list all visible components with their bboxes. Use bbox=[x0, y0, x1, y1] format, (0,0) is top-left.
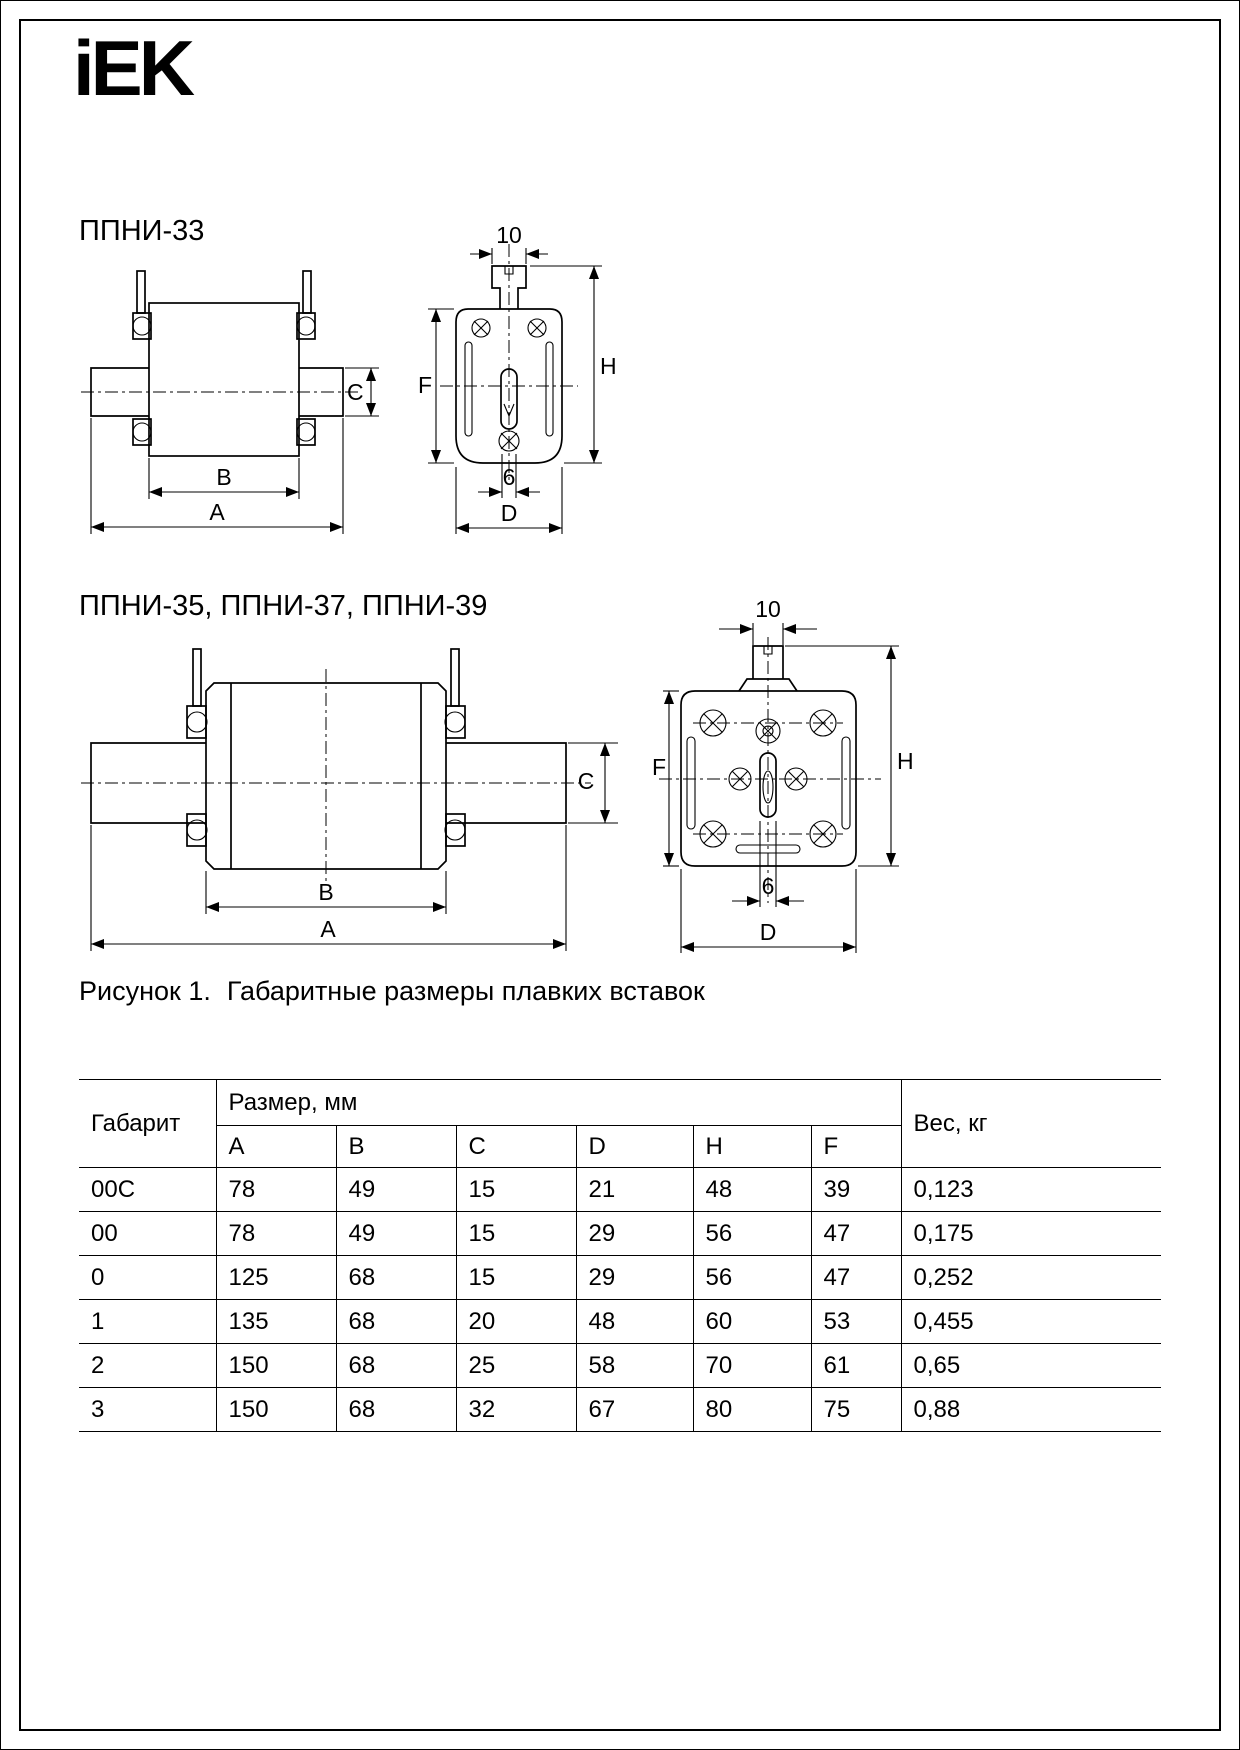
dim-label-d: D bbox=[500, 500, 518, 526]
dim-label-b: B bbox=[318, 879, 334, 905]
cell-a: 78 bbox=[216, 1168, 336, 1212]
dimension-h bbox=[785, 646, 914, 866]
col-header-c: C bbox=[456, 1126, 576, 1168]
rivet-hole bbox=[187, 712, 207, 732]
cell-a: 125 bbox=[216, 1256, 336, 1300]
cell-weight: 0,123 bbox=[901, 1168, 1161, 1212]
dim-label-d: D bbox=[759, 919, 777, 945]
cell-gabarit: 0 bbox=[79, 1256, 216, 1300]
dim-label-c: C bbox=[347, 379, 364, 405]
cell-f: 39 bbox=[811, 1168, 901, 1212]
drawing-ppni35-front-view bbox=[651, 601, 916, 961]
cell-h: 56 bbox=[693, 1212, 811, 1256]
cell-b: 49 bbox=[336, 1212, 456, 1256]
cell-d: 67 bbox=[576, 1388, 693, 1432]
dim-label-a: A bbox=[209, 499, 225, 525]
cell-f: 75 bbox=[811, 1388, 901, 1432]
fuse-outline bbox=[91, 649, 566, 869]
cell-a: 78 bbox=[216, 1212, 336, 1256]
col-header-h: H bbox=[693, 1126, 811, 1168]
table-row bbox=[79, 1388, 1161, 1432]
dim-label-10: 10 bbox=[496, 226, 522, 248]
table-row bbox=[79, 1300, 1161, 1344]
drawing-ppni33-side-view bbox=[81, 259, 381, 544]
table-row bbox=[79, 1212, 1161, 1256]
col-header-weight-kg: Вес, кг bbox=[901, 1080, 1161, 1168]
section-title-ppni-33: ППНИ-33 bbox=[79, 215, 205, 247]
dim-label-c: C bbox=[577, 768, 595, 794]
table-header-row-1 bbox=[79, 1080, 1161, 1126]
figure-caption-number: Рисунок 1. bbox=[79, 976, 211, 1006]
dimension-b bbox=[149, 458, 299, 499]
cell-gabarit: 00C bbox=[79, 1168, 216, 1212]
cell-f: 47 bbox=[811, 1256, 901, 1300]
cell-c: 25 bbox=[456, 1344, 576, 1388]
cell-h: 70 bbox=[693, 1344, 811, 1388]
fuse-outline bbox=[91, 271, 343, 456]
cell-f: 53 bbox=[811, 1300, 901, 1344]
centerlines bbox=[659, 637, 881, 903]
cell-weight: 0,252 bbox=[901, 1256, 1161, 1300]
dimension-10 bbox=[470, 226, 548, 264]
col-header-b: B bbox=[336, 1126, 456, 1168]
cell-h: 48 bbox=[693, 1168, 811, 1212]
cell-d: 21 bbox=[576, 1168, 693, 1212]
side-slot bbox=[465, 342, 472, 436]
dim-label-f: F bbox=[418, 372, 433, 398]
cell-weight: 0,455 bbox=[901, 1300, 1161, 1344]
cell-d: 48 bbox=[576, 1300, 693, 1344]
cell-c: 32 bbox=[456, 1388, 576, 1432]
cell-c: 15 bbox=[456, 1256, 576, 1300]
dim-label-10: 10 bbox=[755, 601, 781, 622]
iek-logo: iEK bbox=[73, 24, 192, 112]
centerlines bbox=[81, 669, 591, 884]
cell-a: 135 bbox=[216, 1300, 336, 1344]
cell-gabarit: 1 bbox=[79, 1300, 216, 1344]
table-row bbox=[79, 1168, 1161, 1212]
dimension-c bbox=[568, 743, 618, 823]
figure-caption-text: Габаритные размеры плавких вставок bbox=[226, 976, 705, 1006]
cell-gabarit: 2 bbox=[79, 1344, 216, 1388]
dim-label-6: 6 bbox=[502, 464, 516, 490]
figure-caption bbox=[79, 976, 705, 1007]
dimension-f bbox=[652, 691, 679, 866]
side-slot bbox=[546, 342, 553, 436]
drawing-ppni35-side-view bbox=[81, 636, 626, 961]
cell-f: 47 bbox=[811, 1212, 901, 1256]
cell-a: 150 bbox=[216, 1388, 336, 1432]
cell-d: 29 bbox=[576, 1212, 693, 1256]
col-header-a: A bbox=[216, 1126, 336, 1168]
dimension-b bbox=[206, 871, 446, 914]
cell-b: 68 bbox=[336, 1256, 456, 1300]
dim-label-6: 6 bbox=[761, 873, 775, 899]
side-slot bbox=[687, 737, 695, 829]
cell-d: 58 bbox=[576, 1344, 693, 1388]
cell-h: 56 bbox=[693, 1256, 811, 1300]
dim-label-h: H bbox=[600, 353, 617, 379]
cell-b: 68 bbox=[336, 1388, 456, 1432]
cell-c: 20 bbox=[456, 1300, 576, 1344]
col-header-gabarit: Габарит bbox=[79, 1080, 216, 1168]
dim-label-b: B bbox=[216, 464, 232, 490]
cell-gabarit: 3 bbox=[79, 1388, 216, 1432]
cell-a: 150 bbox=[216, 1344, 336, 1388]
section-title-ppni-35-37-39: ППНИ-35, ППНИ-37, ППНИ-39 bbox=[79, 590, 488, 622]
cell-gabarit: 00 bbox=[79, 1212, 216, 1256]
drawing-ppni33-front-view bbox=[416, 226, 636, 546]
table-row bbox=[79, 1256, 1161, 1300]
cell-weight: 0,65 bbox=[901, 1344, 1161, 1388]
side-slot bbox=[842, 737, 850, 829]
centerlines bbox=[440, 244, 578, 484]
col-header-d: D bbox=[576, 1126, 693, 1168]
cell-b: 68 bbox=[336, 1300, 456, 1344]
cell-weight: 0,175 bbox=[901, 1212, 1161, 1256]
cell-c: 15 bbox=[456, 1212, 576, 1256]
dimension-c bbox=[345, 368, 379, 416]
rivet-hole bbox=[445, 712, 465, 732]
dimensions-table bbox=[79, 1079, 1161, 1432]
cell-h: 80 bbox=[693, 1388, 811, 1432]
dimension-h bbox=[530, 266, 617, 463]
dim-label-h: H bbox=[897, 748, 914, 774]
cell-b: 49 bbox=[336, 1168, 456, 1212]
dim-label-a: A bbox=[320, 916, 336, 942]
cell-weight: 0,88 bbox=[901, 1388, 1161, 1432]
col-header-size-mm: Размер, мм bbox=[216, 1080, 901, 1126]
cell-b: 68 bbox=[336, 1344, 456, 1388]
cell-f: 61 bbox=[811, 1344, 901, 1388]
col-header-f: F bbox=[811, 1126, 901, 1168]
cell-h: 60 bbox=[693, 1300, 811, 1344]
cell-c: 15 bbox=[456, 1168, 576, 1212]
cell-d: 29 bbox=[576, 1256, 693, 1300]
table-row bbox=[79, 1344, 1161, 1388]
dim-label-f: F bbox=[652, 754, 667, 780]
